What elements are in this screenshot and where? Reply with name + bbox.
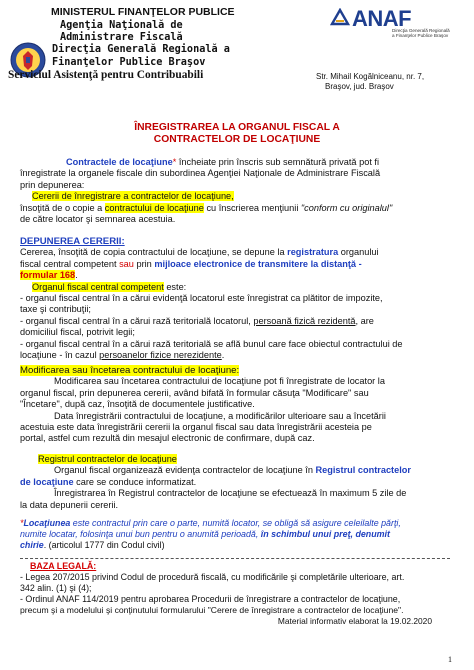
footnote: *Locaţiunea este contractul prin care o parte, numită locator, se obligă să asigure celeilalte părţi, numite locatar, folosinţa unui bun pentru o anumită perioadă, în schimbul unui preţ, denumit chirie. (articolul 1777 din Codul civil): [20, 518, 401, 550]
anaf-logo-icon: [330, 8, 350, 28]
registru-section: Registrul contractelor de locaţiune Organul fiscal organizează evidenţa contractelor de locaţiune în Registrul contractelor de locaţiune care se conduce informatizat. Înregistrarea în Registrul contractelor de locaţiune se efectuează în maximum 5 zile de la data depunerii cererii.: [20, 454, 411, 510]
address: Str. Mihail Kogălniceanu, nr. 7, Braşov, jud. Braşov: [316, 72, 425, 91]
footer-date: Material informativ elaborat la 19.02.2020: [277, 616, 432, 626]
legal-basis: BAZA LEGALĂ: - Legea 207/2015 privind Codul de procedură fiscală, cu modificările şi completările ulterioare, art. 342 alin. (1) şi (4); - Ordinul ANAF 114/2019 pentru aprobarea Procedurii de înregistrare a contractelor de locaţiune, precum şi a modelului şi conţinutului formularului "Cerere de înregistrare a contractelor de locaţiune". Material informativ elaborat la 19.02.2020: [20, 561, 456, 627]
section-heading: Modificarea sau încetarea contractului de locaţiune:: [20, 365, 240, 376]
anaf-logo-text: ANAF: [352, 6, 412, 31]
form-name: Cererii de înregistrare a contractelor de locaţiune,: [32, 191, 234, 202]
ministry-name: MINISTERUL FINANŢELOR PUBLICE: [51, 6, 235, 18]
modificarea-section: Modificarea sau încetarea contractului de locaţiune: Modificarea sau încetarea contractului de locaţiune pot fi înregistrate de locator la organul fiscal, prin depunerea cererii, având bifată în formular căsuţa "Modificare" sau "Încetare", după caz, însoţită de documentele justificative. Data înregistrării contractului de locaţiune, a modificărilor ulterioare sau a încetării acestuia este data înregistrării cererii la organul fiscal sau data înregistrării acesteia pe portal, astfel cum rezultă din mesajul electronic de confirmare, după caz.: [20, 365, 386, 444]
anaf-logo-subtitle: Direcţia Generală Regională a Finanţelor Publice Braşov: [392, 28, 450, 39]
intro-paragraph: Contractele de locaţiune* încheiate prin înscris sub semnătură privată pot fi înregistrate la organele fiscale din subordinea Agenţiei Naţionale de Administrare Fiscală prin depunerea: Cererii de înregistrare a contractelor de locaţiune, însoţită de o copie a contractului de locaţiune cu înscrierea menţiunii "conform cu originalul" de către locator şi semnarea acestuia.: [20, 157, 393, 225]
section-heading: Registrul contractelor de locaţiune: [38, 454, 177, 464]
section-heading: DEPUNEREA CERERII:: [20, 236, 125, 247]
depunerea-section: DEPUNEREA CERERII: Cererea, însoţită de copia contractului de locaţiune, se depune la registratura organului fiscal central competent sau prin mijloace electronice de transmitere la distanţă - formular 168. Organul fiscal central competent este: - organul fiscal central în a cărui evidenţă locatorul este înregistrat ca plătitor de impozite, taxe şi contribuţii; - organul fiscal central în a cărui rază teritorială locatorul, persoană fizică rezidentă, are domiciliul fiscal, potrivit legii; - organul fiscal central în a cărui rază teritorială se află bunul care face obiectul contractului de locaţiune - în cazul persoanelor fizice nerezidente.: [20, 236, 456, 361]
divider: [20, 558, 450, 559]
page-number: 1: [448, 655, 452, 664]
service-name: Serviciul Asistenţă pentru Contribuabili: [8, 69, 204, 81]
document-title: ÎNREGISTRAREA LA ORGANUL FISCAL A CONTRACTELOR DE LOCAŢIUNE: [134, 122, 340, 145]
section-heading: BAZA LEGALĂ:: [30, 561, 97, 571]
agency-name: Agenţia Naţională de Administrare Fiscală Direcţia Generală Regională a Finanţelor Publice Braşov: [52, 20, 230, 68]
